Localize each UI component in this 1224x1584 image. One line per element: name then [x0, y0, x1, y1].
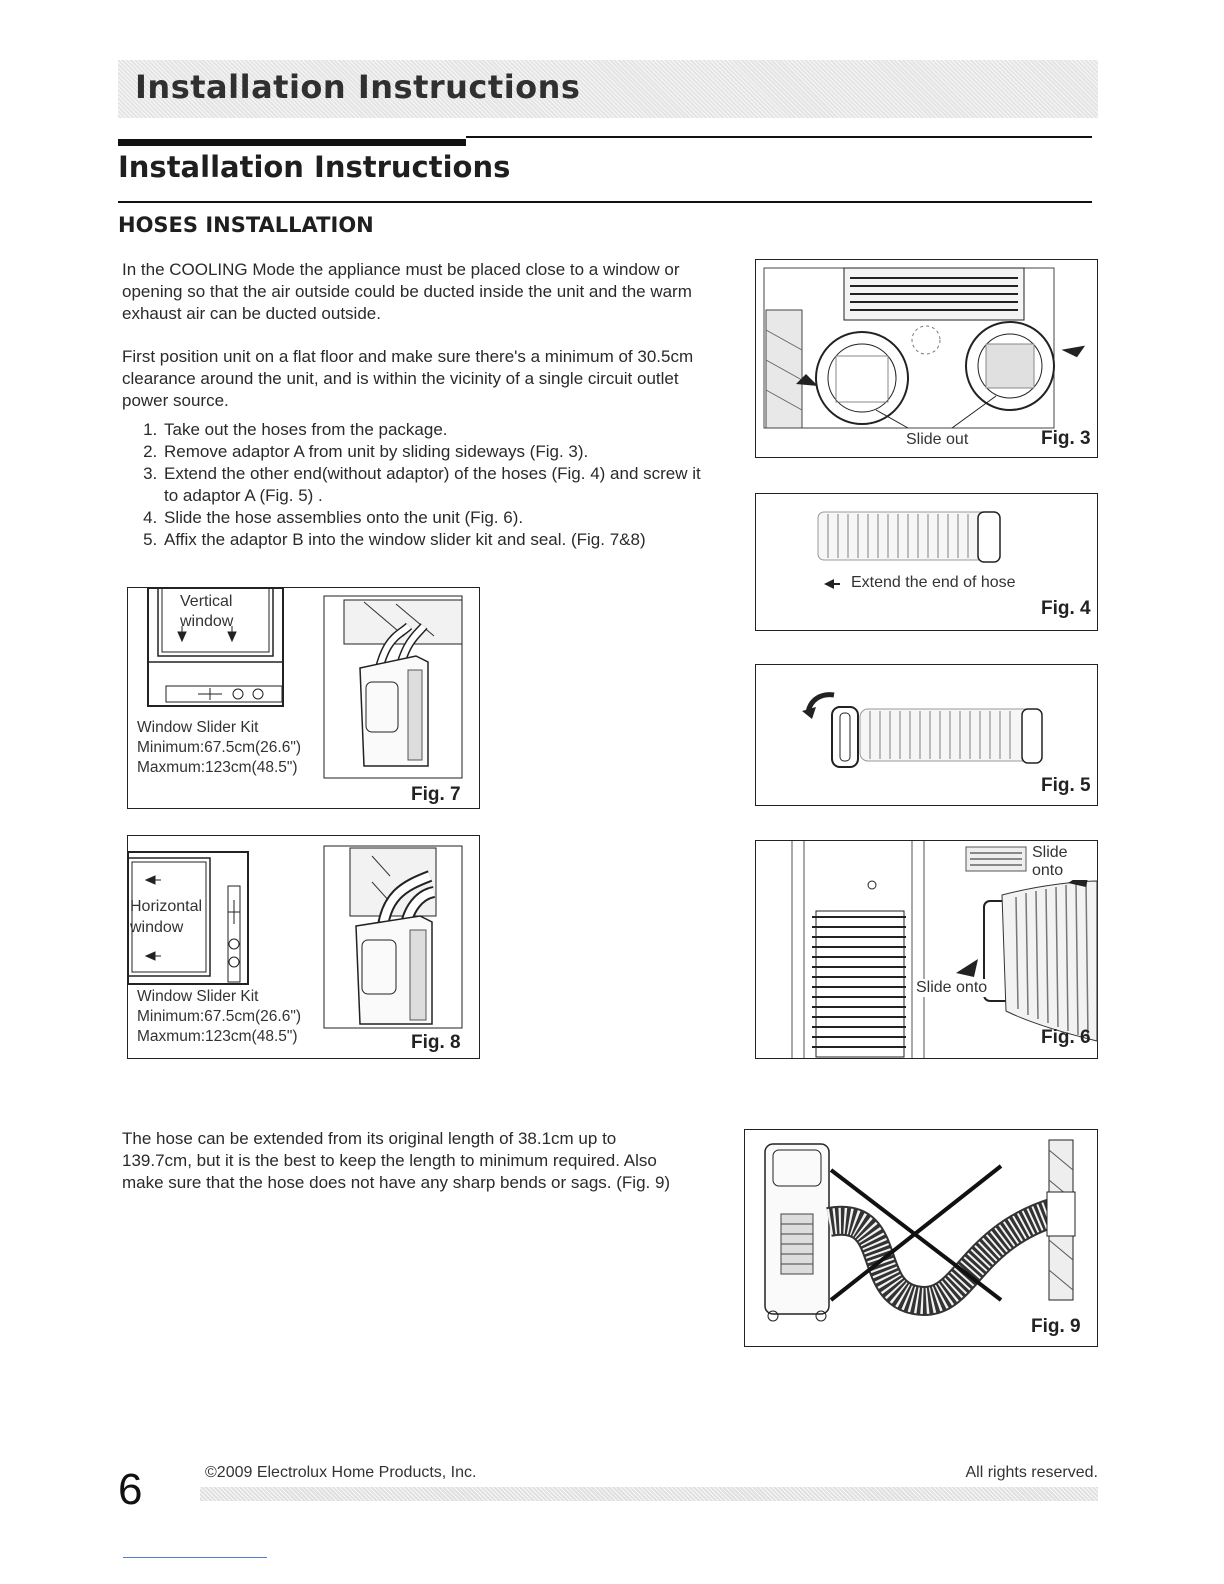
fig4-caption: Extend the end of hose — [851, 574, 1016, 591]
fig7-label: Fig. 7 — [411, 784, 461, 805]
intro-paragraph-2 — [122, 346, 742, 412]
steps-list — [122, 419, 762, 551]
fig7-kit-label: Window Slider Kit — [137, 719, 259, 736]
footer-bar — [200, 1487, 1098, 1501]
step-item: 3. Extend the other end(without adaptor) of the hoses (Fig. 4) and screw it to adaptor A (Fig. 5) . — [162, 463, 704, 507]
fig8-unit-drawing — [324, 846, 464, 1028]
page-number: 6 — [118, 1465, 143, 1514]
fig5-label: Fig. 5 — [1041, 775, 1091, 796]
fig4-label: Fig. 4 — [1041, 598, 1091, 619]
step-item: 5. Affix the adaptor B into the window slider kit and seal. (Fig. 7&8) — [162, 529, 762, 551]
fig5-frame — [755, 664, 1098, 806]
fig7-frame — [127, 587, 480, 809]
section-title: Installation Instructions — [118, 150, 511, 184]
fig9-sagging-hose-drawing — [745, 1130, 1097, 1346]
hose-note-line: The hose can be extended from its original length of 38.1cm up to — [122, 1129, 617, 1148]
fig8-kit-text — [137, 987, 301, 1047]
step-item: 1. Take out the hoses from the package. — [162, 419, 762, 441]
fig7-window-label — [180, 592, 233, 632]
fig8-max-label: Maxmum:123cm(48.5") — [137, 1028, 298, 1045]
copyright-text: ©2009 Electrolux Home Products, Inc. — [205, 1464, 477, 1481]
fig6-label: Fig. 6 — [1041, 1027, 1091, 1048]
fig8-frame — [127, 835, 480, 1059]
fig9-frame — [744, 1129, 1098, 1347]
fig4-frame — [755, 493, 1098, 631]
header-rule-thin — [466, 136, 1092, 138]
hose-note-line: make sure that the hose does not have any sharp bends or sags. (Fig. 9) — [122, 1173, 671, 1192]
fig6-frame — [755, 840, 1098, 1059]
fig8-window-label — [130, 896, 202, 938]
fig7-window-line2: window — [180, 613, 234, 630]
intro-p2-line: First position unit on a flat floor and make sure there's a minimum of 30.5cm — [122, 347, 694, 366]
fig6-caption-mid: Slide onto — [916, 979, 988, 996]
fig7-max-label: Maxmum:123cm(48.5") — [137, 759, 298, 776]
scan-artifact-line — [123, 1557, 267, 1558]
step-item: 2. Remove adaptor A from unit by sliding sideways (Fig. 3). — [162, 441, 762, 463]
fig8-label: Fig. 8 — [411, 1032, 461, 1053]
rights-text: All rights reserved. — [965, 1464, 1098, 1481]
step-item: 4. Slide the hose assemblies onto the unit (Fig. 6). — [162, 507, 762, 529]
fig7-min-label: Minimum:67.5cm(26.6") — [137, 739, 301, 756]
header-rule-thick — [118, 139, 466, 146]
hose-note-line: 139.7cm, but it is the best to keep the length to minimum required. Also — [122, 1151, 657, 1170]
intro-paragraph-1 — [122, 259, 742, 325]
intro-p1-line: In the COOLING Mode the appliance must be placed close to a window or — [122, 260, 680, 279]
intro-p1-line: exhaust air can be ducted outside. — [122, 304, 381, 323]
hose-note-paragraph — [122, 1128, 722, 1194]
fig6-caption-top: Slide onto — [1032, 844, 1097, 880]
subsection-title: HOSES INSTALLATION — [118, 213, 374, 237]
fig8-window-line2: window — [130, 919, 184, 936]
intro-p1-line: opening so that the air outside could be ducted inside the unit and the warm — [122, 282, 692, 301]
fig3-label: Fig. 3 — [1041, 428, 1091, 449]
fig7-window-line1: Vertical — [180, 593, 233, 610]
fig3-frame — [755, 259, 1098, 458]
fig3-caption: Slide out — [906, 431, 969, 448]
intro-p2-line: power source. — [122, 391, 229, 410]
fig8-window-line1: Horizontal — [130, 898, 203, 915]
section-rule — [118, 201, 1092, 203]
fig8-kit-label: Window Slider Kit — [137, 988, 259, 1005]
banner-title: Installation Instructions — [135, 68, 581, 106]
fig7-kit-text — [137, 718, 301, 778]
intro-p2-line: clearance around the unit, and is within the vicinity of a single circuit outlet — [122, 369, 679, 388]
fig8-min-label: Minimum:67.5cm(26.6") — [137, 1008, 301, 1025]
fig9-label: Fig. 9 — [1031, 1316, 1081, 1337]
fig7-unit-drawing — [324, 596, 464, 776]
